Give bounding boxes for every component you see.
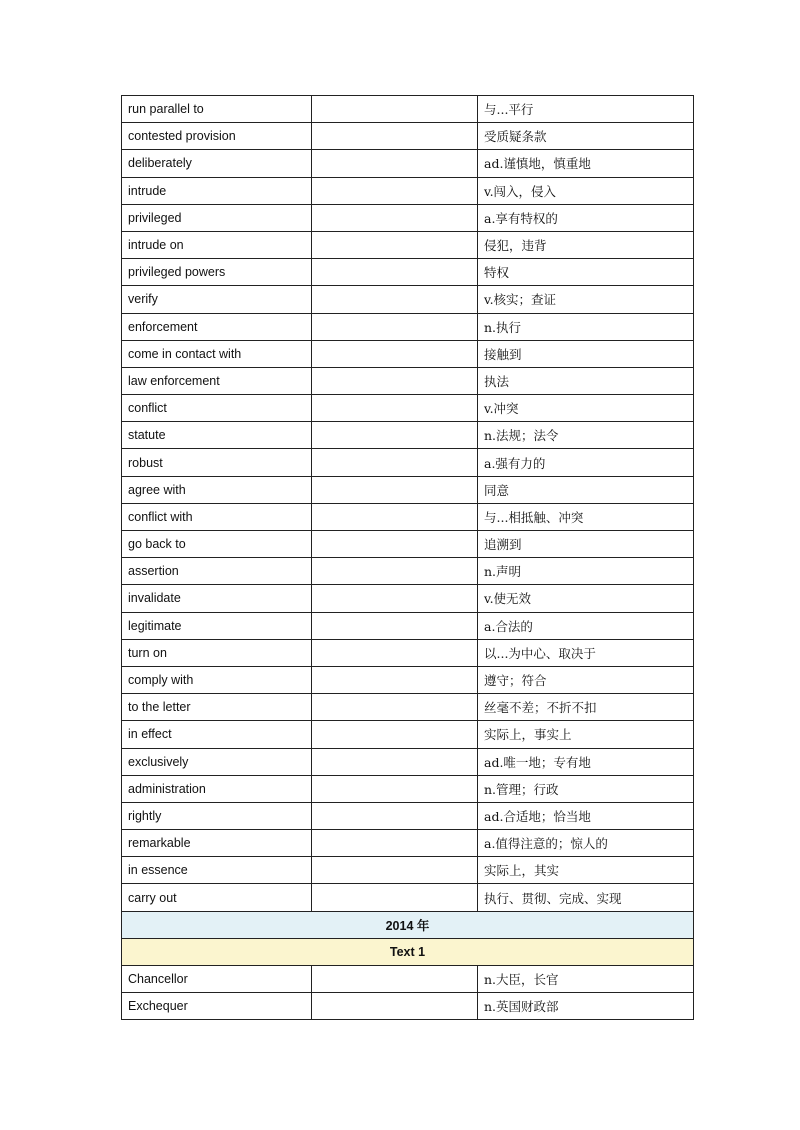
- chinese-meaning: n.法规；法令: [478, 422, 694, 449]
- chinese-meaning: n.英国财政部: [478, 993, 694, 1020]
- chinese-meaning: 实际上，其实: [478, 857, 694, 884]
- english-term: turn on: [122, 639, 312, 666]
- english-term: to the letter: [122, 694, 312, 721]
- english-term: robust: [122, 449, 312, 476]
- section-header: Text 1: [122, 938, 694, 965]
- chinese-meaning: 丝毫不差；不折不扣: [478, 694, 694, 721]
- notes-cell: [312, 802, 478, 829]
- notes-cell: [312, 204, 478, 231]
- table-row: [122, 585, 694, 612]
- table-row: [122, 884, 694, 911]
- table-row: [122, 830, 694, 857]
- table-row: [122, 367, 694, 394]
- english-term: agree with: [122, 476, 312, 503]
- notes-cell: [312, 340, 478, 367]
- english-term: deliberately: [122, 150, 312, 177]
- english-term: contested provision: [122, 123, 312, 150]
- english-term: intrude on: [122, 231, 312, 258]
- table-row: [122, 204, 694, 231]
- chinese-meaning: 执法: [478, 367, 694, 394]
- english-term: legitimate: [122, 612, 312, 639]
- table-row: [122, 993, 694, 1020]
- table-row: [122, 476, 694, 503]
- section-header-row: [122, 938, 694, 965]
- vocabulary-rows-b: [122, 966, 694, 1020]
- table-row: [122, 96, 694, 123]
- table-row: [122, 775, 694, 802]
- table-row: [122, 966, 694, 993]
- table-row: [122, 802, 694, 829]
- notes-cell: [312, 857, 478, 884]
- table-row: [122, 721, 694, 748]
- english-term: administration: [122, 775, 312, 802]
- table-row: [122, 748, 694, 775]
- notes-cell: [312, 449, 478, 476]
- notes-cell: [312, 367, 478, 394]
- notes-cell: [312, 884, 478, 911]
- table-row: [122, 123, 694, 150]
- table-row: [122, 612, 694, 639]
- notes-cell: [312, 395, 478, 422]
- table-row: [122, 531, 694, 558]
- english-term: law enforcement: [122, 367, 312, 394]
- notes-cell: [312, 123, 478, 150]
- notes-cell: [312, 639, 478, 666]
- english-term: Chancellor: [122, 966, 312, 993]
- year-header: 2014 年: [122, 911, 694, 938]
- chinese-meaning: a.享有特权的: [478, 204, 694, 231]
- english-term: run parallel to: [122, 96, 312, 123]
- table-row: [122, 177, 694, 204]
- chinese-meaning: a.强有力的: [478, 449, 694, 476]
- chinese-meaning: 特权: [478, 259, 694, 286]
- chinese-meaning: 受质疑条款: [478, 123, 694, 150]
- english-term: remarkable: [122, 830, 312, 857]
- english-term: comply with: [122, 666, 312, 693]
- chinese-meaning: ad.唯一地；专有地: [478, 748, 694, 775]
- notes-cell: [312, 259, 478, 286]
- chinese-meaning: n.管理；行政: [478, 775, 694, 802]
- english-term: enforcement: [122, 313, 312, 340]
- notes-cell: [312, 612, 478, 639]
- notes-cell: [312, 830, 478, 857]
- notes-cell: [312, 286, 478, 313]
- english-term: conflict: [122, 395, 312, 422]
- english-term: come in contact with: [122, 340, 312, 367]
- english-term: in effect: [122, 721, 312, 748]
- notes-cell: [312, 993, 478, 1020]
- english-term: verify: [122, 286, 312, 313]
- vocabulary-table: [121, 95, 694, 1020]
- chinese-meaning: n.大臣，长官: [478, 966, 694, 993]
- table-row: [122, 340, 694, 367]
- chinese-meaning: 实际上，事实上: [478, 721, 694, 748]
- table-row: [122, 259, 694, 286]
- english-term: intrude: [122, 177, 312, 204]
- table-row: [122, 449, 694, 476]
- table-row: [122, 422, 694, 449]
- chinese-meaning: 与...相抵触、冲突: [478, 503, 694, 530]
- english-term: conflict with: [122, 503, 312, 530]
- table-row: [122, 313, 694, 340]
- chinese-meaning: a.合法的: [478, 612, 694, 639]
- chinese-meaning: v.冲突: [478, 395, 694, 422]
- notes-cell: [312, 96, 478, 123]
- year-group: [122, 911, 694, 965]
- table-row: [122, 231, 694, 258]
- notes-cell: [312, 503, 478, 530]
- notes-cell: [312, 748, 478, 775]
- table-row: [122, 286, 694, 313]
- notes-cell: [312, 531, 478, 558]
- notes-cell: [312, 313, 478, 340]
- english-term: statute: [122, 422, 312, 449]
- english-term: exclusively: [122, 748, 312, 775]
- year-header-row: [122, 911, 694, 938]
- notes-cell: [312, 585, 478, 612]
- chinese-meaning: 同意: [478, 476, 694, 503]
- notes-cell: [312, 666, 478, 693]
- notes-cell: [312, 476, 478, 503]
- table-row: [122, 150, 694, 177]
- notes-cell: [312, 966, 478, 993]
- table-row: [122, 639, 694, 666]
- notes-cell: [312, 558, 478, 585]
- table-row: [122, 558, 694, 585]
- english-term: in essence: [122, 857, 312, 884]
- notes-cell: [312, 422, 478, 449]
- chinese-meaning: a.值得注意的；惊人的: [478, 830, 694, 857]
- chinese-meaning: n.执行: [478, 313, 694, 340]
- chinese-meaning: v.使无效: [478, 585, 694, 612]
- chinese-meaning: 追溯到: [478, 531, 694, 558]
- chinese-meaning: 遵守；符合: [478, 666, 694, 693]
- notes-cell: [312, 231, 478, 258]
- table-row: [122, 694, 694, 721]
- vocabulary-rows-a: [122, 96, 694, 912]
- chinese-meaning: 与...平行: [478, 96, 694, 123]
- notes-cell: [312, 177, 478, 204]
- english-term: privileged: [122, 204, 312, 231]
- chinese-meaning: ad.谨慎地，慎重地: [478, 150, 694, 177]
- chinese-meaning: 执行、贯彻、完成、实现: [478, 884, 694, 911]
- english-term: carry out: [122, 884, 312, 911]
- table-row: [122, 395, 694, 422]
- english-term: go back to: [122, 531, 312, 558]
- english-term: Exchequer: [122, 993, 312, 1020]
- english-term: invalidate: [122, 585, 312, 612]
- notes-cell: [312, 775, 478, 802]
- chinese-meaning: 侵犯，违背: [478, 231, 694, 258]
- chinese-meaning: 接触到: [478, 340, 694, 367]
- table-row: [122, 503, 694, 530]
- chinese-meaning: v.闯入，侵入: [478, 177, 694, 204]
- english-term: assertion: [122, 558, 312, 585]
- english-term: rightly: [122, 802, 312, 829]
- notes-cell: [312, 150, 478, 177]
- notes-cell: [312, 694, 478, 721]
- chinese-meaning: n.声明: [478, 558, 694, 585]
- chinese-meaning: 以...为中心、取决于: [478, 639, 694, 666]
- chinese-meaning: v.核实；查证: [478, 286, 694, 313]
- table-row: [122, 857, 694, 884]
- chinese-meaning: ad.合适地；恰当地: [478, 802, 694, 829]
- english-term: privileged powers: [122, 259, 312, 286]
- table-row: [122, 666, 694, 693]
- notes-cell: [312, 721, 478, 748]
